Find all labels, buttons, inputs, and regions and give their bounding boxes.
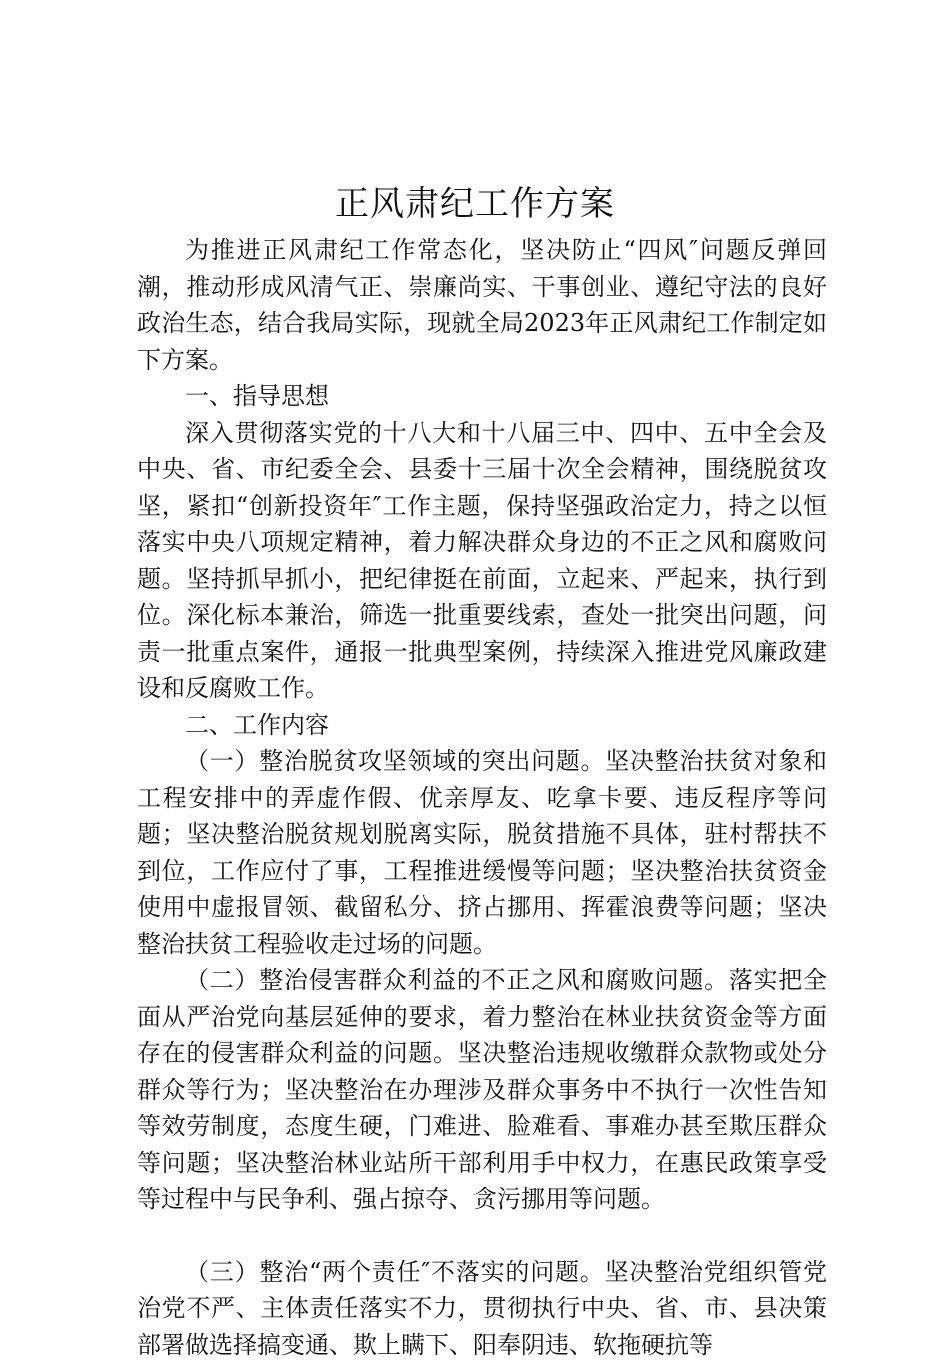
section-heading-guiding-ideology: 一、指导思想 [137,378,827,415]
document-title: 正风肃纪工作方案 [0,180,950,228]
guiding-ideology-paragraph: 深入贯彻落实党的十八大和十八届三中、四中、五中全会及中央、省、市纪委全会、县委十三届十次全会精神，围绕脱贫攻坚，紧扣“创新投资年″工作主题，保持坚强政治定力，持之以恒落实中央八项规定精神，着力解决群众身边的不正之风和腐败问题。坚持抓早抓小，把纪律挺在前面，立起来、严起来，执行到位。深化标本兼治，筛选一批重要线索，查处一批突出问题，问责一批重点案件，通报一批典型案例，持续深入推进党风廉政建设和反腐败工作。 [137,415,827,707]
intro-paragraph: 为推进正风肃纪工作常态化，坚决防止“四风″问题反弹回潮，推动形成风清气正、崇廉尚实、干事创业、遵纪守法的良好政治生态，结合我局实际，现就全局2023年正风肃纪工作制定如下方案。 [137,232,827,378]
work-item-3-paragraph: （三）整治“两个责任″不落实的问题。坚决整治党组织管党治党不严、主体责任落实不力，贯彻执行中央、省、市、县决策部署做选择搞变通、欺上瞒下、阳奉阴违、软拖硬抗等 [137,1254,827,1363]
work-item-2-paragraph: （二）整治侵害群众利益的不正之风和腐败问题。落实把全面从严治党向基层延伸的要求，着力整治在林业扶贫资金等方面存在的侵害群众利益的问题。坚决整治违规收缴群众款物或处分群众等行为；坚决整治在办理涉及群众事务中不执行一次性告知等效劳制度，态度生硬，门难进、脸难看、事难办甚至欺压群众等问题；坚决整治林业站所干部利用手中权力，在惠民政策享受等过程中与民争利、强占掠夺、贪污挪用等问题。 [137,962,827,1218]
document-body [137,232,827,1363]
paragraph-gap [137,1218,827,1254]
work-item-1-paragraph: （一）整治脱贫攻坚领域的突出问题。坚决整治扶贫对象和工程安排中的弄虚作假、优亲厚友、吃拿卡要、违反程序等问题；坚决整治脱贫规划脱离实际，脱贫措施不具体，驻村帮扶不到位，工作应付了事，工程推进缓慢等问题；坚决整治扶贫资金使用中虚报冒领、截留私分、挤占挪用、挥霍浪费等问题；坚决整治扶贫工程验收走过场的问题。 [137,743,827,962]
section-heading-work-content: 二、工作内容 [137,707,827,744]
